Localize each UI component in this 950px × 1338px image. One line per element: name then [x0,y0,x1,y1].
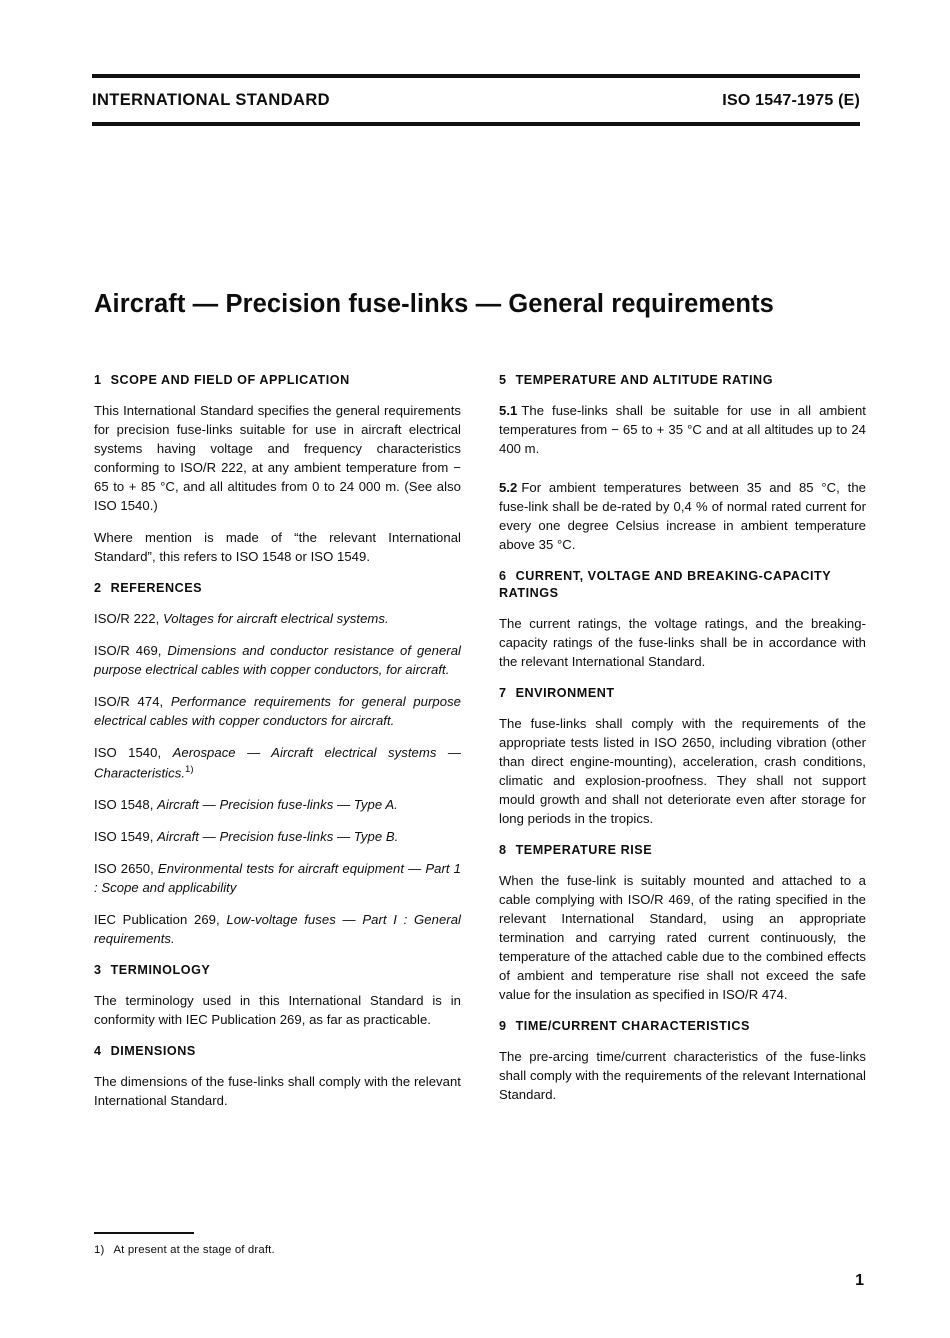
section-number-3: 3 [94,963,102,978]
reference-item [94,911,461,949]
content-columns [94,372,866,1111]
left-column [94,372,461,1111]
section-3-paragraph-1: The terminology used in this International Standard is in conformity with IEC Publication 269, as far as practicable. [94,993,461,1028]
reference-label: ISO 2650, [94,861,158,877]
reference-item [94,744,461,783]
reference-title: Low-voltage fuses — Part I : General requirements. [94,912,461,947]
section-title-2: REFERENCES [110,580,203,595]
section-heading-6 [499,568,866,602]
section-6-paragraph-1: The current ratings, the voltage ratings, and the breaking-capacity ratings of the fuse-links shall be in accordance with the relevant International Standard. [499,615,866,669]
standard-type-label: INTERNATIONAL STANDARD [92,91,330,109]
section-7-paragraph-1: The fuse-links shall comply with the requirements of the appropriate tests listed in ISO 2650, including vibration (other than direct engine-mounting), acceleration, crash conditions, climatic and explosion-proofness. They shall not support mould growth and shall not deteriorate even after storage for long periods in the tropics. [499,715,866,826]
reference-item [94,828,461,847]
section-number-6: 6 [499,568,507,583]
footnote-block [94,1232,494,1259]
reference-title: Aerospace — Aircraft electrical systems — Characteristics. [94,744,461,781]
reference-title: Dimensions and conductor resistance of general purpose electrical cables with copper conductors, for aircraft. [94,642,461,677]
section-title-3: TERMINOLOGY [110,963,211,978]
footnote-number: 1) [94,1244,105,1256]
reference-label: ISO 1540, [94,744,173,760]
section-5-2-paragraph [499,479,866,555]
section-title-6: CURRENT, VOLTAGE AND BREAKING-CAPACITY RATINGS [499,568,832,600]
section-4-paragraph-1: The dimensions of the fuse-links shall comply with the relevant International Standard. [94,1074,461,1108]
section-number-1: 1 [94,373,102,387]
reference-title: Voltages for aircraft electrical systems. [162,610,389,626]
reference-title: Environmental tests for aircraft equipment — Part 1 : Scope and applicability [94,861,461,896]
reference-label: ISO/R 474, [94,693,171,709]
section-heading-9 [499,1018,866,1035]
subsection-number-5-1: 5.1 [499,403,518,418]
section-number-2: 2 [94,580,102,595]
section-title-1: SCOPE AND FIELD OF APPLICATION [110,373,350,387]
section-title-5: TEMPERATURE AND ALTITUDE RATING [515,373,774,387]
reference-item [94,693,461,731]
section-number-4: 4 [94,1044,102,1058]
reference-label: ISO/R 222, [94,610,163,626]
reference-title: Performance requirements for general purpose electrical cables with copper conductors for aircraft. [94,693,461,728]
section-heading-4 [94,1043,461,1060]
section-9-paragraph-1: The pre-arcing time/current characteristics of the fuse-links shall comply with the requirements of the relevant International Standard. [499,1048,866,1102]
right-column [499,372,866,1111]
reference-item [94,796,461,815]
section-number-8: 8 [499,842,507,857]
reference-label: IEC Publication 269, [94,912,227,928]
section-heading-7 [499,685,866,702]
standard-reference-number: ISO 1547-1975 (E) [722,92,860,109]
section-1-paragraph-2: Where mention is made of “the relevant International Standard”, this refers to ISO 1548 or ISO 1549. [94,529,461,564]
subsection-number-5-2: 5.2 [499,479,518,495]
footnote-line [94,1243,494,1259]
section-1-paragraph-1: This International Standard specifies the general requirements for precision fuse-links suitable for use in aircraft electrical systems having voltage and frequency characteristics conforming to ISO/R 222, at any ambient temperature from − 65 to + 85 °C, and all altitudes from 0 to 24 000 m. (See also ISO 1540.) [94,403,461,513]
header-rule-bottom [92,122,860,126]
reference-item [94,610,461,629]
section-title-9: TIME/CURRENT CHARACTERISTICS [515,1018,750,1033]
section-number-5: 5 [499,373,507,387]
section-title-8: TEMPERATURE RISE [515,842,653,857]
section-title-7: ENVIRONMENT [515,685,615,700]
reference-label: ISO 1548, [94,797,158,813]
page-number: 1 [855,1272,864,1289]
reference-label: ISO/R 469, [94,642,168,658]
section-heading-1 [94,372,461,389]
reference-title: Aircraft — Precision fuse-links — Type A. [157,797,398,813]
footnote-marker: 1) [185,763,194,775]
section-heading-5 [499,372,866,389]
subsection-text-5-1: The fuse-links shall be suitable for use in all ambient temperatures from − 65 to + 35 °C and at all altitudes up to 24 400 m. [499,403,866,456]
subsection-text-5-2: For ambient temperatures between 35 and 85 °C, the fuse-link shall be de-rated by 0,4 % of normal rated current for every one degree Celsius increase in ambient temperature above 35 °C. [499,479,866,552]
reference-item [94,642,461,680]
reference-item [94,860,461,898]
reference-label: ISO 1549, [94,829,158,845]
section-title-4: DIMENSIONS [110,1044,196,1058]
section-8-paragraph-1: When the fuse-link is suitably mounted and attached to a cable complying with ISO/R 469, of the rating specified in the relevant International Standard, using an appropriate termination and carrying rated current continuously, the temperature of the attached cable due to the combined effects of ambient and temperature rise shall not exceed the safe value for the insulation as specified in ISO/R 474. [499,872,866,1002]
section-number-9: 9 [499,1018,507,1033]
section-heading-8 [499,842,866,859]
section-number-7: 7 [499,685,507,700]
footnote-text: At present at the stage of draft. [113,1244,275,1256]
page-title: Aircraft — Precision fuse-links — General requirements [94,290,774,319]
document-header [92,74,860,126]
section-5-1-paragraph [499,402,866,459]
reference-title: Aircraft — Precision fuse-links — Type B. [157,829,399,845]
section-heading-2 [94,580,461,597]
footnote-separator [94,1232,194,1234]
header-row [92,78,860,122]
section-heading-3 [94,962,461,979]
